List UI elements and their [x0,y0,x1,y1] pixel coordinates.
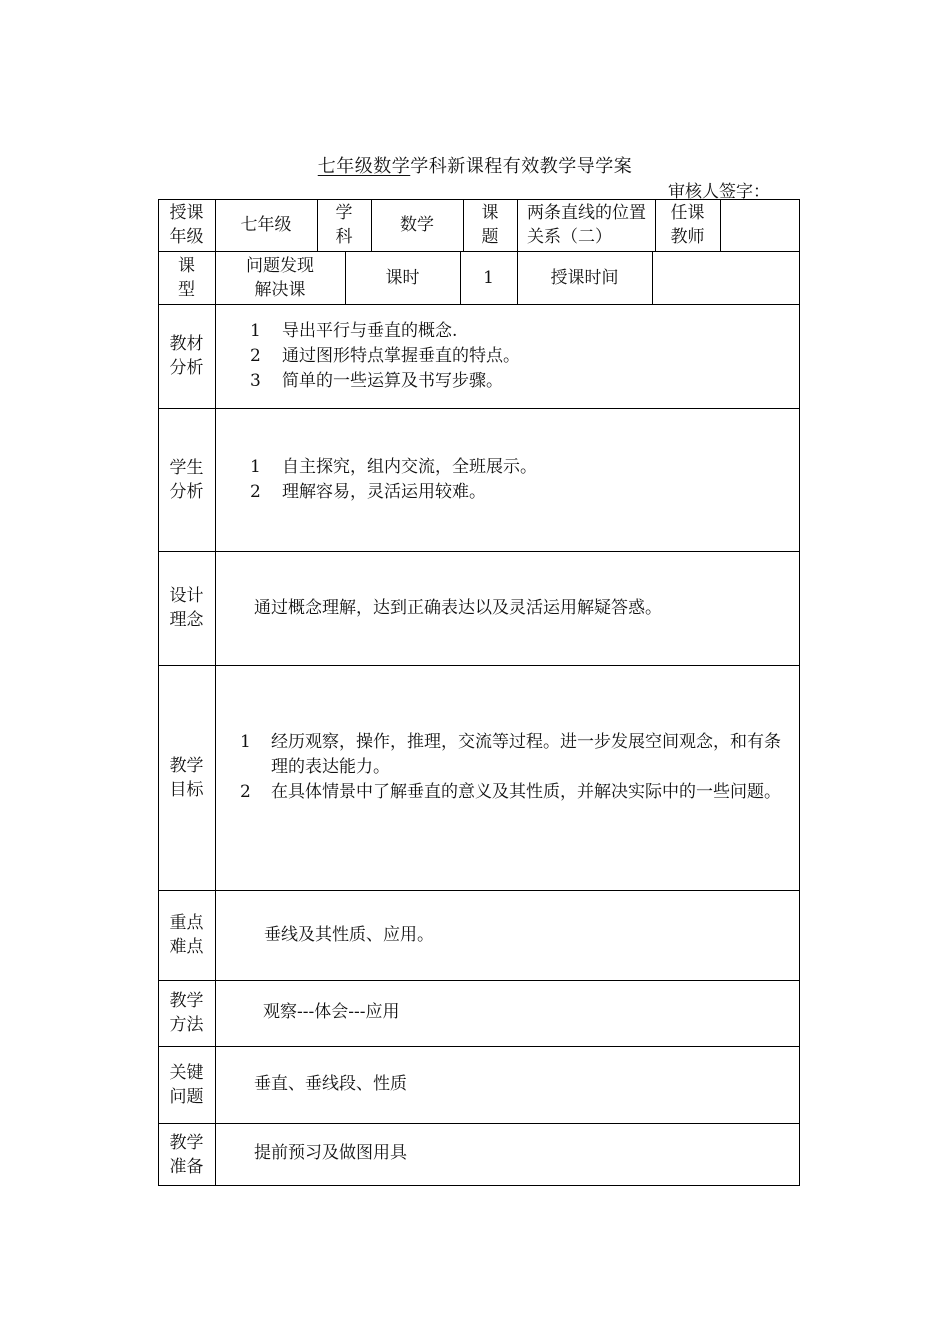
teaching-preparation-label: 教学准备 [169,1132,204,1177]
teacher-label: 任课教师 [670,203,705,247]
label-col-divider [215,304,216,1186]
list-item: 1 经历观察，操作，推理，交流等过程。进一步发展空间观念，和有条理的表达能力。 [240,732,781,777]
row-divider [158,408,800,409]
teaching-method-label: 教学方法 [169,991,204,1035]
material-analysis-label: 教材分析 [169,334,204,378]
topic-value: 两条直线的位置关系（二） [527,203,646,247]
subject-label: 学科 [335,203,353,247]
teaching-goals-label: 教学目标 [169,755,204,800]
key-difficult-points-label: 重点难点 [169,913,204,957]
row-divider [158,665,800,666]
teacher-value [720,199,800,251]
topic-label: 课题 [481,203,499,247]
row-divider [158,980,800,981]
student-analysis-content [250,455,780,505]
class-hours-label: 课时 [385,267,420,288]
list-item: 2 在具体情景中了解垂直的意义及其性质，并解决实际中的一些问题。 [240,782,781,802]
teaching-method-content: 观察---体会---应用 [263,1002,400,1022]
lesson-type-value: 问题发现解决课 [246,255,314,300]
key-difficult-points-content: 垂线及其性质、应用。 [264,925,434,945]
title-rest: 学科新课程有效教学导学案 [410,156,633,177]
list-item: 3 简单的一些运算及书写步骤。 [250,371,503,391]
teaching-preparation-content: 提前预习及做图用具 [254,1143,407,1163]
list-item: 2 通过图形特点掌握垂直的特点。 [250,346,520,366]
key-problems-label: 关键问题 [169,1062,204,1107]
reviewer-signature-label: 审核人签字： [668,182,770,202]
class-hours-value: 1 [483,267,494,288]
row-divider [158,551,800,552]
teaching-time-label: 授课时间 [550,267,619,288]
lesson-type-label: 课型 [178,255,195,300]
key-problems-content: 垂直、垂线段、性质 [254,1074,407,1094]
material-analysis-content [250,319,780,394]
teaching-time-value [652,251,800,304]
teaching-goals-content [240,730,794,805]
list-item: 1 导出平行与垂直的概念. [250,321,458,341]
list-item: 1 自主探究，组内交流，全班展示。 [250,457,537,477]
design-concept-content: 通过概念理解，达到正确表达以及灵活运用解疑答惑。 [254,598,662,618]
grade-label: 授课年级 [169,203,204,247]
row-divider [158,1123,800,1124]
row-divider [158,890,800,891]
row-divider [158,1046,800,1047]
design-concept-label: 设计理念 [169,586,204,630]
subject-value: 数学 [400,215,434,235]
row-divider [158,304,800,305]
student-analysis-label: 学生分析 [169,457,204,502]
document-title [0,152,950,178]
list-item: 2 理解容易，灵活运用较难。 [250,482,486,502]
title-grade-subject: 七年级数学 [317,156,411,177]
grade-value: 七年级 [240,215,292,235]
